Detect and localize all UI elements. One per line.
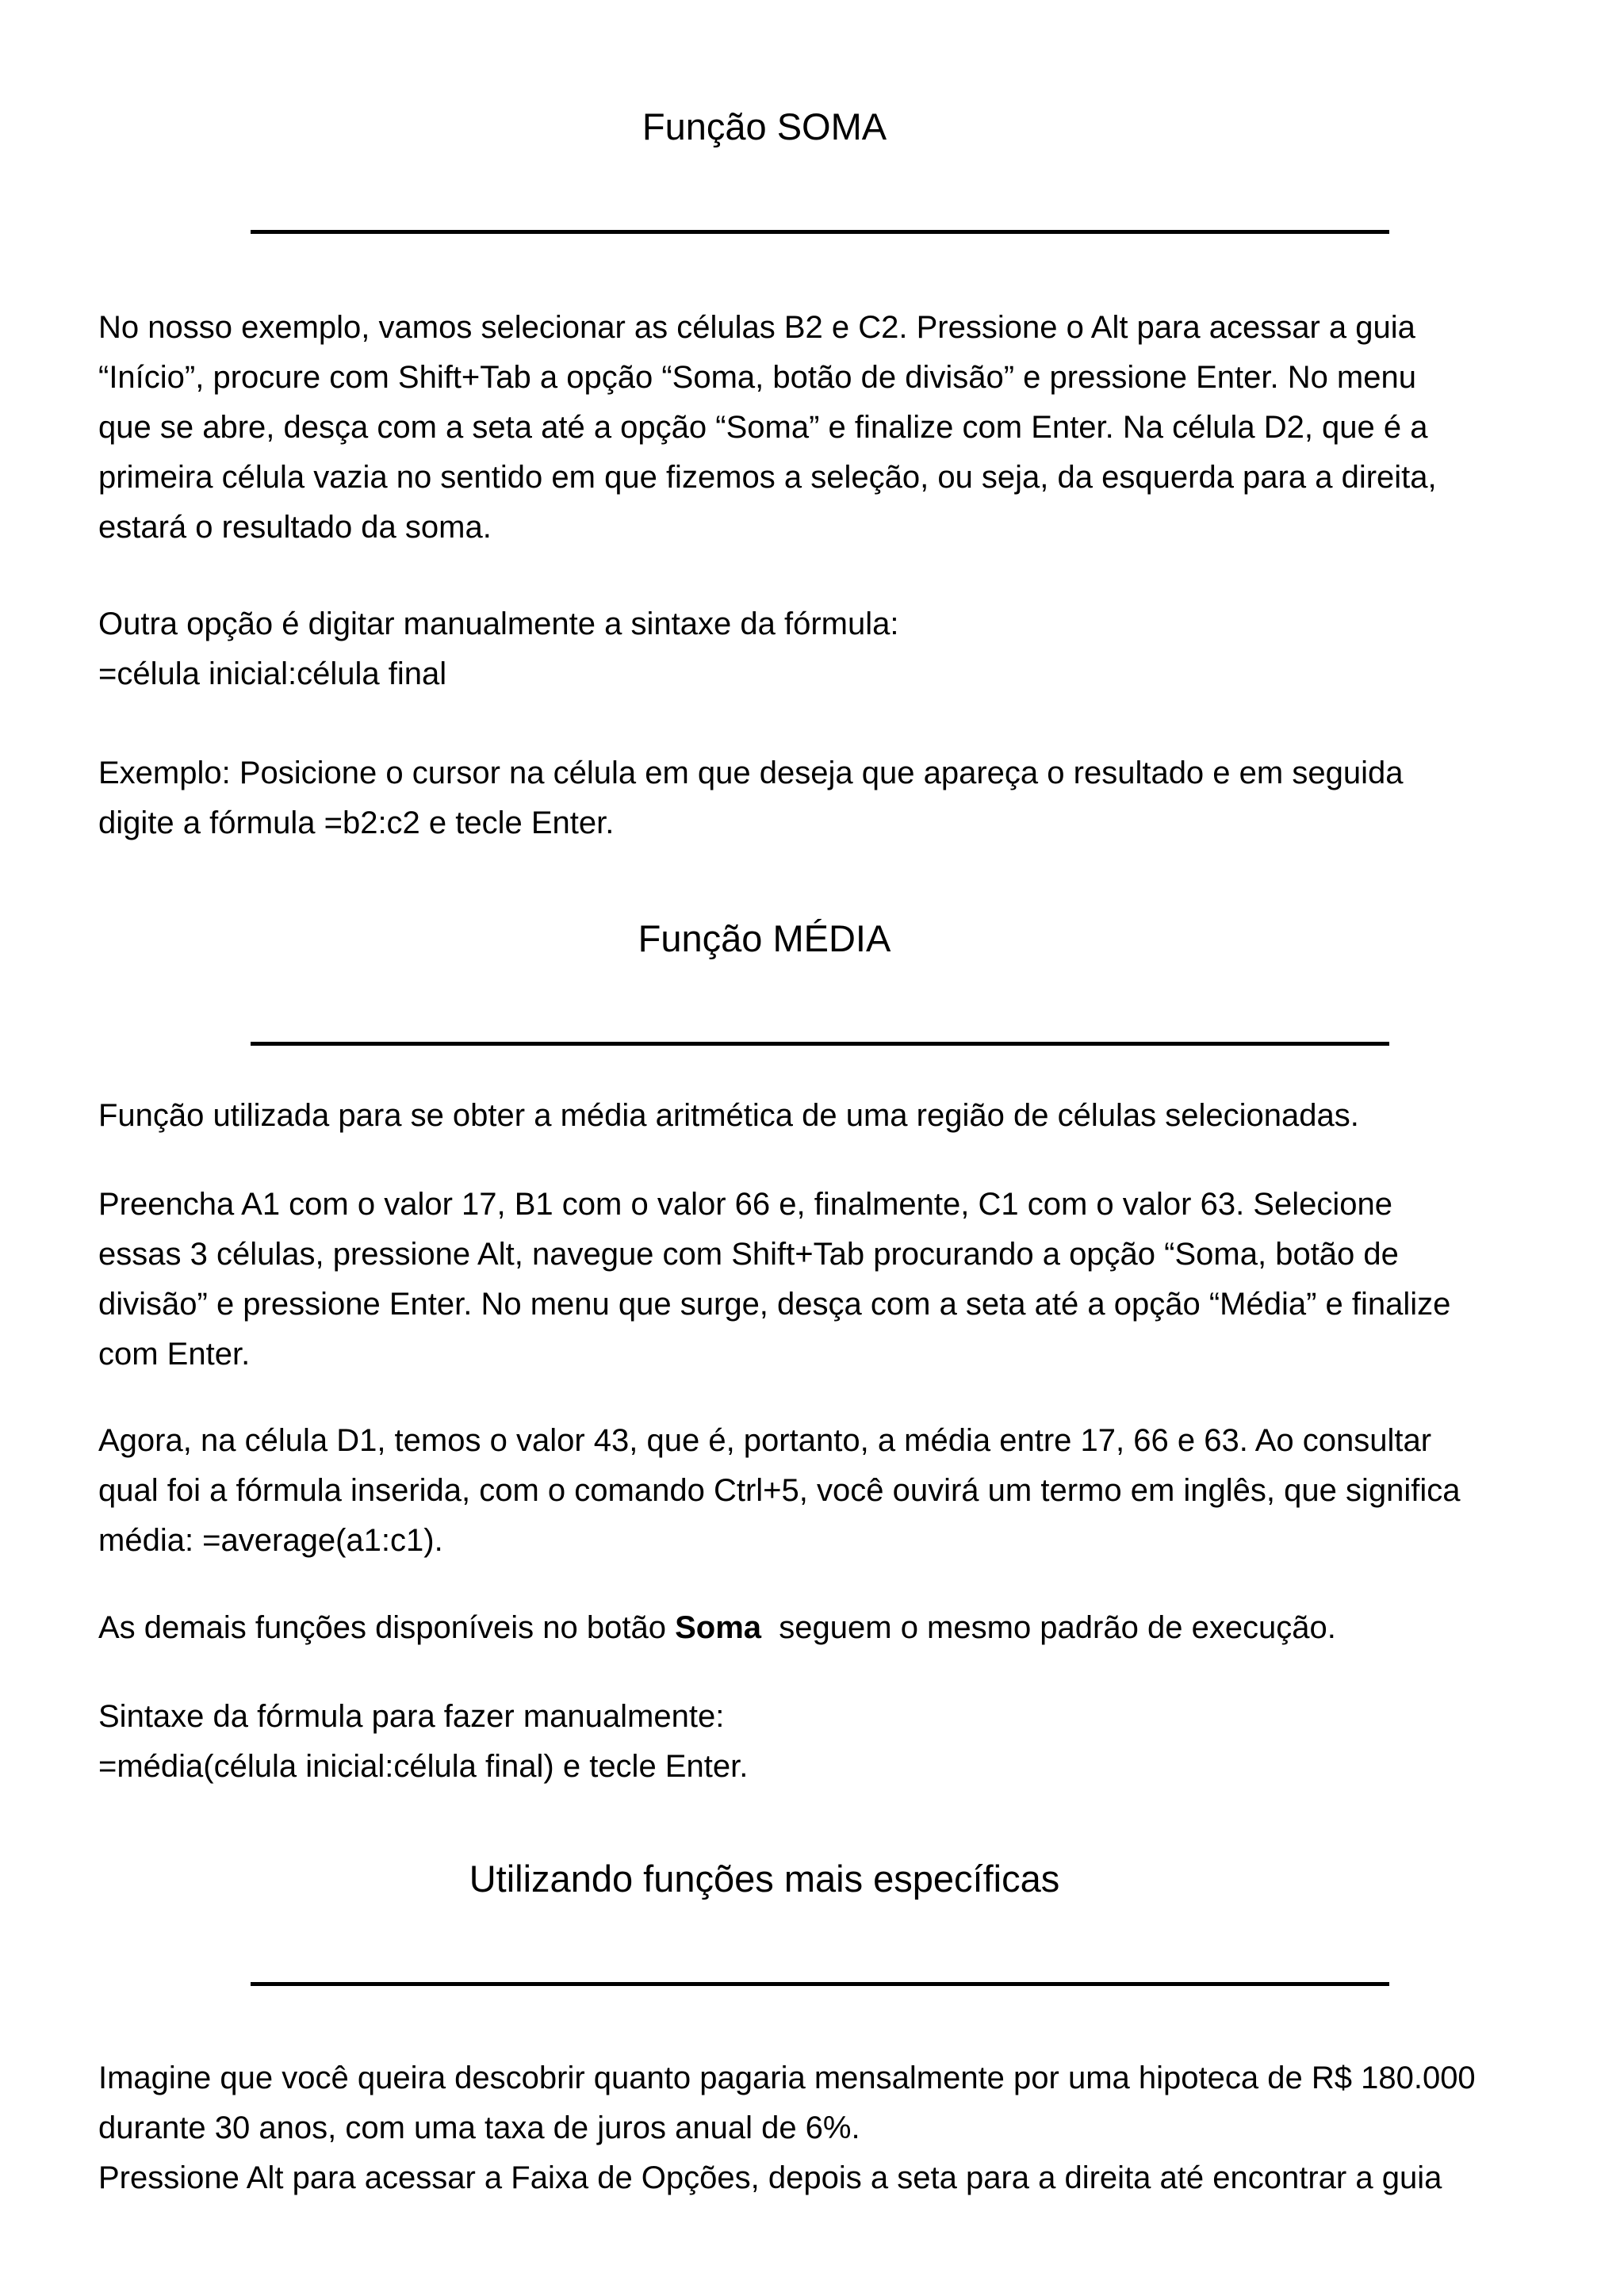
paragraph-soma-syntax [98,599,1542,699]
text-line: =célula inicial:célula final [98,656,447,691]
text-line: que se abre, desça com a seta até a opção “Soma” e finalize com Enter. Na célula D2, que é a [98,410,1428,445]
text-line: média: =average(a1:c1). [98,1523,443,1558]
text-line: qual foi a fórmula inserida, com o comando Ctrl+5, você ouvirá um termo em inglês, que significa [98,1473,1461,1508]
text-line: estará o resultado da soma. [98,510,492,545]
text-line: durante 30 anos, com uma taxa de juros anual de 6%. [98,2110,860,2145]
section-title-media: Função MÉDIA [638,917,891,959]
section-divider-especificas [251,1982,1389,1986]
paragraph-media-intro [98,1091,1542,1141]
text-line: Preencha A1 com o valor 17, B1 com o valor 66 e, finalmente, C1 com o valor 63. Selecione [98,1187,1392,1222]
text-line: =média(célula inicial:célula final) e tecle Enter. [98,1749,749,1784]
text-line: Sintaxe da fórmula para fazer manualmente: [98,1699,725,1734]
text-line: primeira célula vazia no sentido em que fizemos a seleção, ou seja, da esquerda para a direita, [98,460,1437,495]
section-divider-soma [251,230,1389,234]
text-line: Função utilizada para se obter a média aritmética de uma região de células selecionadas. [98,1098,1359,1133]
text-run: seguem o mesmo padrão de execução. [761,1610,1336,1645]
section-title-especificas: Utilizando funções mais específicas [469,1858,1060,1900]
text-line: essas 3 células, pressione Alt, navegue com Shift+Tab procurando a opção “Soma, botão de [98,1237,1399,1272]
text-line: Agora, na célula D1, temos o valor 43, que é, portanto, a média entre 17, 66 e 63. Ao consultar [98,1423,1432,1458]
section-divider-media [251,1042,1389,1046]
text-line [98,1603,1542,1653]
text-run: As demais funções disponíveis no botão [98,1610,676,1645]
section-title-soma: Função SOMA [642,105,887,147]
paragraph-media-syntax [98,1692,1542,1792]
text-line: Imagine que você queira descobrir quanto pagaria mensalmente por uma hipoteca de R$ 180.000 [98,2061,1476,2095]
paragraph-media-steps [98,1180,1542,1380]
paragraph-soma-intro [98,303,1542,553]
text-line: Exemplo: Posicione o cursor na célula em que deseja que apareça o resultado e em seguida [98,756,1404,790]
text-line: digite a fórmula =b2:c2 e tecle Enter. [98,806,615,840]
text-line: Outra opção é digitar manualmente a sintaxe da fórmula: [98,607,899,641]
paragraph-media-result [98,1416,1542,1566]
text-line: Pressione Alt para acessar a Faixa de Opções, depois a seta para a direita até encontrar a guia [98,2160,1442,2195]
text-line: com Enter. [98,1337,251,1372]
text-line: divisão” e pressione Enter. No menu que surge, desça com a seta até a opção “Média” e finalize [98,1287,1451,1322]
bold-term: Soma [675,1610,762,1645]
paragraph-soma-example [98,748,1542,848]
text-line: “Início”, procure com Shift+Tab a opção “Soma, botão de divisão” e pressione Enter. No menu [98,360,1416,395]
paragraph-media-other-functions [98,1603,1542,1653]
paragraph-especificas-intro [98,2053,1542,2203]
text-line: No nosso exemplo, vamos selecionar as células B2 e C2. Pressione o Alt para acessar a guia [98,310,1415,345]
